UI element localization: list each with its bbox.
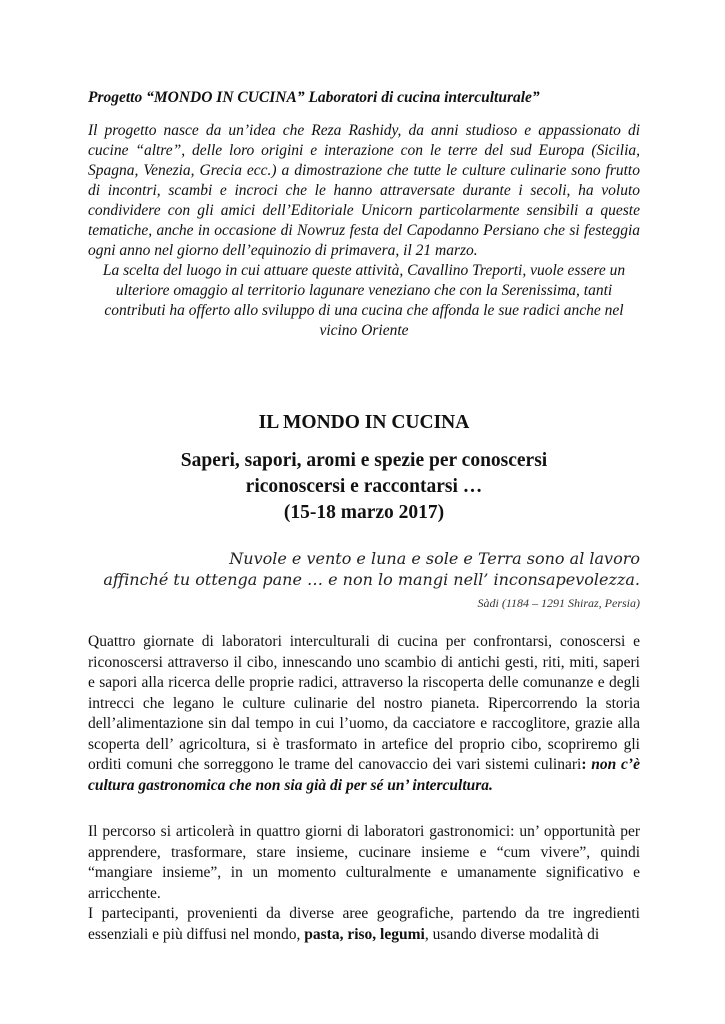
intro-section <box>88 121 640 341</box>
body-paragraph-3-start: I partecipanti, provenienti da diverse aree geografiche, partendo da tre ingredienti essenziali e più diffusi nel mondo, <box>88 905 640 943</box>
subtitle-dates: (15-18 marzo 2017) <box>283 502 445 523</box>
subtitle-block <box>88 448 640 526</box>
ingredients-emphasis: pasta, riso, legumi <box>304 925 425 943</box>
body-paragraph-1-emphasis: non c’è cultura gastronomica che non sia già di per sé un’ intercultura. <box>88 756 640 794</box>
quote-line-1: Nuvole e vento e luna e sole e Terra sono al lavoro <box>229 549 640 568</box>
body-paragraph-1-text: Quattro giornate di laboratori interculturali di cucina per confrontarsi, conoscersi e riconoscersi attraverso il cibo, innescando uno scambio di antichi gesti, riti, miti, saperi e sapori alla ricerca delle proprie radici, attraverso la riscoperta delle comunanze e degli intrecci che legano le culture culinarie del nostro pianeta. Ripercorrendo la storia dell’alimentazione sin dal tempo in cui l’uomo, da cacciatore e raccoglitore, grazie alla scoperta dell’ agricoltura, si è trasformato in artefice del proprio cibo, scopriremo gli orditi comuni che sorreggono le trame del canovaccio dei vari sistemi culinari <box>88 633 640 773</box>
intro-centered-paragraph: La scelta del luogo in cui attuare queste attività, Cavallino Treporti, vuole essere un ulteriore omaggio al territorio lagunare veneziano che con la Serenissima, tanti contributi ha offerto allo sviluppo di una cucina che affonda le sue radici anche nel vicino Oriente <box>102 262 626 339</box>
subtitle-line-2: riconoscersi e raccontarsi … <box>245 476 483 497</box>
epigraph-quote <box>88 548 640 590</box>
quote-line-2: affinché tu ottenga pane … e non lo mangi nell’ inconsapevolezza. <box>103 570 640 589</box>
project-header: Progetto “MONDO IN CUCINA” Laboratori di cucina interculturale” <box>88 89 540 106</box>
body-paragraph-3-end: , usando diverse modalità di <box>424 925 600 943</box>
body-paragraph-2: Il percorso si articolerà in quattro giorni di laboratori gastronomici: un’ opportunità per apprendere, trasformare, stare insieme, cucinare insieme e “cum vivere”, quindi “mangiare insieme”, in un momento culturalmente e umanamente significativo e arricchente. <box>88 823 640 902</box>
intro-paragraph: Il progetto nasce da un’idea che Reza Rashidy, da anni studioso e appassionato di cucine “altre”, delle loro origini e interazione con le terre del sud Europa (Sicilia, Spagna, Venezia, Grecia ecc.) a dimostrazione che tutte le culture culinarie sono frutto di incontri, scambi e incroci che le hanno attraversate durante i secoli, ha voluto condividere con gli amici dell’Editoriale Unicorn particolarmente sensibili a queste tematiche, anche in occasione di Nowruz festa del Capodanno Persiano che si festeggia ogni anno nel giorno dell’equinozio di primavera, il 21 marzo. <box>88 122 640 259</box>
body-section-2 <box>88 822 640 945</box>
body-paragraph-1 <box>88 632 640 796</box>
subtitle-line-1: Saperi, sapori, aromi e spezie per conoscersi <box>180 450 548 471</box>
quote-attribution: Sàdi (1184 – 1291 Shiraz, Persia) <box>477 596 640 610</box>
body-paragraph-3 <box>88 904 640 945</box>
main-title: IL MONDO IN CUCINA <box>258 412 470 433</box>
body-paragraph-1-colon: : <box>581 756 587 773</box>
